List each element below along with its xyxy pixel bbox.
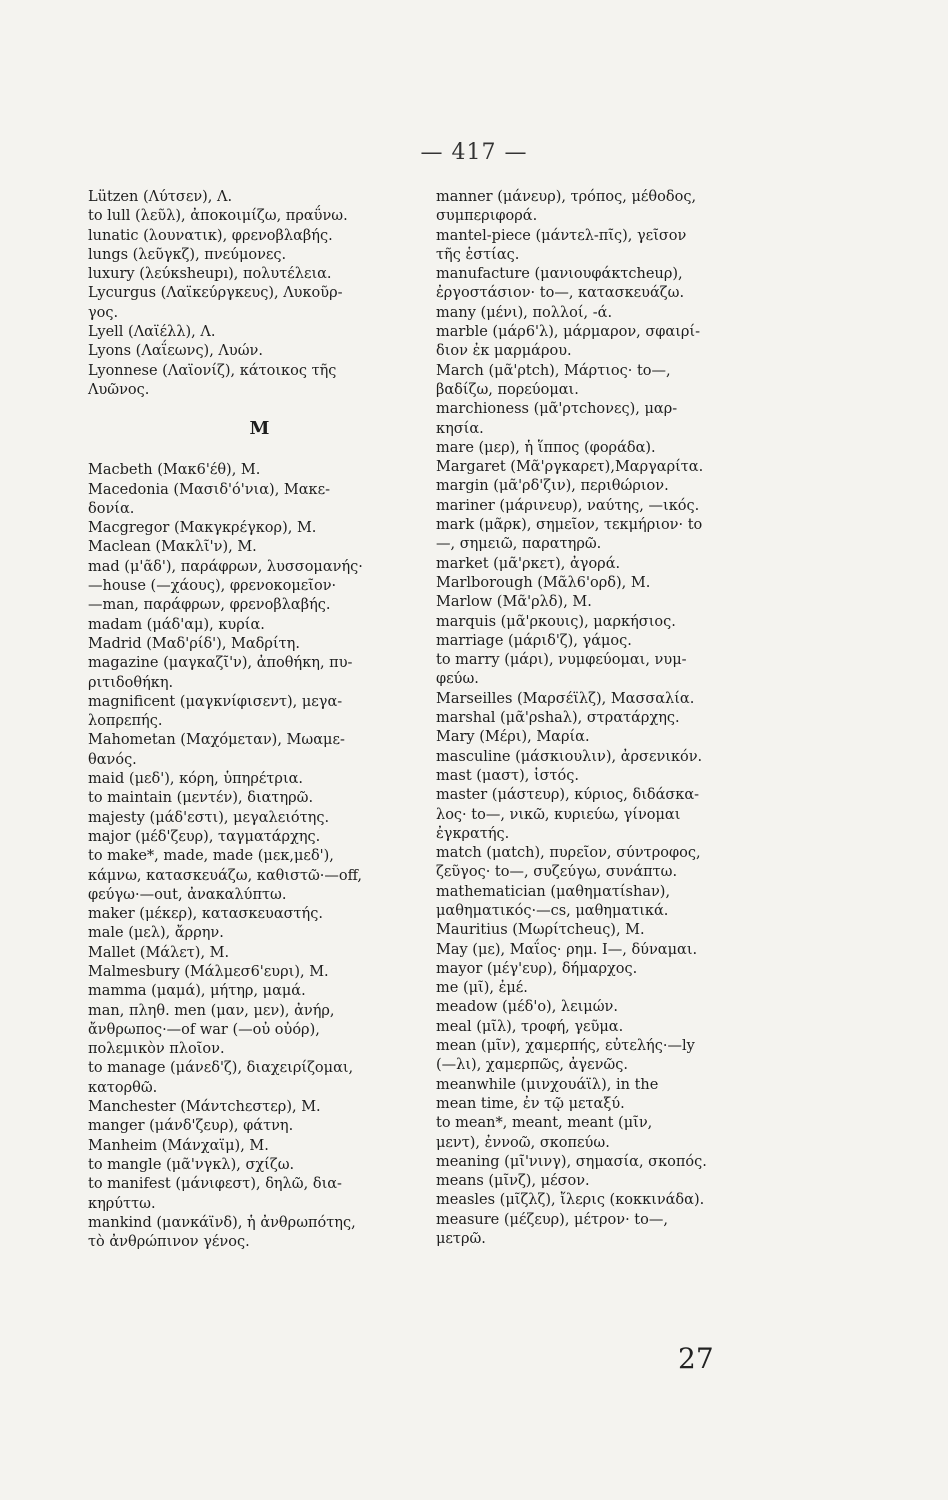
- entry-headline: mad (μ'ᾶδ'), παράφρων, λυσσομανής·: [88, 558, 363, 575]
- dictionary-entry: [88, 982, 432, 1001]
- entry-headline: mankind (μανκάϊνδ), ἡ ἀνθρωπότης,: [88, 1214, 356, 1231]
- entry-continuation: βαδίζω, πορεύομαι.: [436, 381, 579, 398]
- dictionary-entry: [436, 690, 794, 709]
- dictionary-entry: [88, 265, 432, 284]
- dictionary-entry: [436, 458, 794, 477]
- entry-headline: Lützen (Λύτσεν), Λ.: [88, 189, 233, 205]
- entry-headline: Lyonnese (Λαϊονίζ), κάτοικος τῆς: [88, 362, 337, 379]
- entry-continuation: διον ἐκ μαρμάρου.: [436, 343, 572, 360]
- dictionary-entry: [436, 497, 794, 516]
- entry-headline: lunatic (λουνατικ), φρενοβλαβής.: [88, 227, 333, 244]
- entry-continuation: Λυῶνος.: [88, 381, 150, 398]
- dictionary-entry: [88, 461, 432, 480]
- entry-headline: Marlow (Μᾶ'ρλδ), M.: [436, 594, 592, 611]
- entry-headline: Maclean (Μακλῖ'ν), M.: [88, 539, 257, 556]
- entry-continuation: γος.: [88, 304, 119, 321]
- entry-headline: magazine (μαγκαζῖ'ν), ἀποθήκη, πυ-: [88, 655, 353, 672]
- dictionary-entry: [88, 1098, 432, 1117]
- dictionary-entry: [436, 1153, 794, 1172]
- entry-headline: May (με), Μαΐος· ρημ. I—, δύναμαι.: [436, 941, 698, 958]
- entry-headline: mathematician (μαθηματίshaν),: [436, 883, 671, 900]
- entry-headline: market (μᾶ'ρκετ), ἀγορά.: [436, 555, 621, 572]
- left-column: [88, 188, 432, 1252]
- dictionary-entry: [436, 709, 794, 728]
- entry-headline: to maintain (μεντέν), διατηρῶ.: [88, 790, 314, 807]
- entry-headline: masculine (μάσκιουλιν), ἀρσενικόν.: [436, 748, 703, 765]
- entry-headline: male (μελ), ἄρρην.: [88, 925, 224, 942]
- entry-headline: meaning (μῖ'νινγ), σημασία, σκοπός.: [436, 1153, 707, 1170]
- entry-headline: mariner (μάρινευρ), ναύτης, —ικός.: [436, 497, 700, 514]
- entry-headline: luxury (λεύκsheupı), πολυτέλεια.: [88, 266, 332, 283]
- entry-headline: Mahometan (Μαχόμεταν), Μωαμε-: [88, 732, 345, 749]
- entry-headline: mantel-piece (μάντελ-πῖς), γεῖσον: [436, 227, 687, 244]
- page-number: — 417 —: [420, 140, 528, 165]
- entry-headline: major (μέδ'ζευρ), ταγματάρχης.: [88, 828, 321, 845]
- entry-headline: man, πληθ. men (μαν, μεν), ἀνήρ,: [88, 1002, 335, 1019]
- dictionary-entry: [88, 362, 432, 401]
- dictionary-entry: [436, 477, 794, 496]
- dictionary-entry: [436, 516, 794, 555]
- dictionary-entry: [436, 1114, 794, 1153]
- dictionary-entry: [436, 998, 794, 1017]
- dictionary-entry: [436, 304, 794, 323]
- entry-headline: Manchester (Μάντchεστερ), M.: [88, 1099, 321, 1116]
- entry-headline: Macgregor (Μακγκρέγκορ), M.: [88, 520, 317, 537]
- dictionary-entry: [436, 728, 794, 747]
- left-entries-before: [88, 188, 432, 400]
- entry-headline: me (μῖ), ἐμέ.: [436, 980, 528, 997]
- dictionary-entry: [88, 246, 432, 265]
- dictionary-entry: [436, 1172, 794, 1191]
- entry-continuation: λος· to—, νικῶ, κυριεύω, γίνομαι: [436, 806, 681, 823]
- right-entries: [436, 188, 794, 1249]
- entry-headline: to manifest (μάνιφεστ), δηλῶ, δια-: [88, 1176, 342, 1193]
- entry-headline: Marlborough (Μᾶλ6'ορδ), M.: [436, 574, 651, 591]
- entry-headline: Malmesbury (Μάλμεσ6'ευρι), M.: [88, 963, 329, 980]
- entry-headline: Macbeth (Μακ6'έθ), M.: [88, 462, 261, 479]
- entry-headline: Lyons (Λαΐεωνς), Λυών.: [88, 343, 263, 360]
- dictionary-entry: [88, 905, 432, 924]
- entry-continuation: κησία.: [436, 420, 484, 437]
- dictionary-entry: [88, 188, 432, 207]
- dictionary-entry: [88, 1059, 432, 1098]
- dictionary-entry: [88, 1137, 432, 1156]
- entry-headline: Mauritius (Μωρίτcheuς), M.: [436, 922, 645, 939]
- entry-headline: Lycurgus (Λαϊκεύργκευς), Λυκοῦρ-: [88, 285, 343, 302]
- dictionary-entry: [88, 809, 432, 828]
- dictionary-entry: [88, 558, 432, 616]
- dictionary-entry: [88, 963, 432, 982]
- dictionary-entry: [436, 651, 794, 690]
- dictionary-entry: [436, 227, 794, 266]
- dictionary-entry: [436, 960, 794, 979]
- entry-headline: means (μῖνζ), μέσον.: [436, 1173, 590, 1190]
- dictionary-entry: [436, 1037, 794, 1076]
- dictionary-entry: [436, 767, 794, 786]
- entry-headline: to manage (μάνεδ'ζ), διαχειρίζομαι,: [88, 1060, 354, 1077]
- entry-headline: mean (μῖν), χαμερπής, εὐτελής·—ly: [436, 1038, 695, 1055]
- dictionary-entry: [88, 789, 432, 808]
- entry-headline: meanwhile (μινχουάϊλ), in the: [436, 1076, 659, 1093]
- entry-headline: marquis (μᾶ'ρκουις), μαρκήσιος.: [436, 613, 676, 630]
- entry-continuation: ἐγκρατής.: [436, 825, 510, 842]
- entry-continuation: —, σημειῶ, παρατηρῶ.: [436, 536, 602, 553]
- dictionary-entry: [436, 400, 794, 439]
- entry-continuation: θανός.: [88, 751, 137, 768]
- entry-continuation: μαθηματικός·—cs, μαθηματικά.: [436, 902, 669, 919]
- entry-continuation: δονία.: [88, 500, 135, 517]
- entry-headline: mark (μᾶρκ), σημεῖον, τεκμήριον· to: [436, 517, 703, 534]
- entry-continuation: ἐργοστάσιον· to—, κατασκευάζω.: [436, 285, 685, 302]
- dictionary-entry: [88, 924, 432, 943]
- entry-headline: Margaret (Μᾶ'ργκαρετ),Μαργαρίτα.: [436, 459, 704, 476]
- dictionary-entry: [436, 323, 794, 362]
- entry-headline: mast (μαστ), ἱστός.: [436, 767, 580, 784]
- dictionary-entry: [88, 1002, 432, 1060]
- entry-continuation: πολεμικὸν πλοῖον.: [88, 1041, 225, 1058]
- entry-continuation: φεύω.: [436, 671, 479, 688]
- entry-headline: Mallet (Μάλετ), M.: [88, 944, 230, 961]
- entry-headline: many (μένι), πολλοί, -ά.: [436, 304, 613, 321]
- dictionary-entry: [88, 616, 432, 635]
- dictionary-entry: [88, 828, 432, 847]
- dictionary-entry: [88, 770, 432, 789]
- dictionary-entry: [436, 439, 794, 458]
- dictionary-entry: [88, 323, 432, 342]
- entry-headline: March (μᾶ'ρtch), Μάρτιος· to—,: [436, 362, 671, 379]
- entry-headline: lungs (λεῦγκζ), πνεύμονες.: [88, 246, 287, 263]
- dictionary-entry: [88, 654, 432, 693]
- dictionary-entry: [436, 1018, 794, 1037]
- entry-headline: to mean*, meant, meant (μῖν,: [436, 1115, 653, 1132]
- entry-headline: madam (μάδ'αμ), κυρία.: [88, 616, 265, 633]
- dictionary-entry: [436, 593, 794, 612]
- entry-continuation: —house (—χάους), φρενοκομεῖον·: [88, 578, 337, 595]
- entry-headline: Manheim (Μάνχαϊμ), M.: [88, 1137, 269, 1154]
- entry-headline: measure (μέζευρ), μέτρον· to—,: [436, 1211, 668, 1228]
- dictionary-entry: [436, 265, 794, 304]
- entry-continuation: —man, παράφρων, φρενοβλαβής.: [88, 597, 331, 614]
- entry-headline: Mary (Μέρι), Μαρία.: [436, 729, 590, 746]
- entry-headline: marchioness (μᾶ'ρτchονες), μαρ-: [436, 401, 678, 418]
- entry-headline: match (μαtch), πυρεῖον, σύντροφος,: [436, 845, 701, 862]
- entry-headline: maid (μεδ'), κόρη, ὑπηρέτρια.: [88, 771, 304, 788]
- dictionary-entry: [436, 632, 794, 651]
- dictionary-entry: [436, 883, 794, 922]
- entry-continuation: ριτιδοθήκη.: [88, 674, 174, 691]
- dictionary-entry: [88, 635, 432, 654]
- left-entries-after: [88, 461, 432, 1252]
- entry-continuation: mean time, ἐν τῷ μεταξύ.: [436, 1095, 625, 1112]
- entry-headline: Macedonia (Μασιδ'ό'νια), Μακε-: [88, 481, 331, 498]
- entry-continuation: κάμνω, κατασκευάζω, καθιστῶ·—off,: [88, 867, 363, 884]
- entry-headline: Marseilles (Μαρσέϊλζ), Μασσαλία.: [436, 690, 695, 707]
- entry-continuation: ἄνθρωπος·—of war (—οὐ οὐόρ),: [88, 1021, 320, 1038]
- dictionary-entry: [436, 613, 794, 632]
- entry-headline: majesty (μάδ'εστι), μεγαλειότης.: [88, 809, 330, 826]
- dictionary-entry: [88, 731, 432, 770]
- entry-headline: measles (μῖζλζ), ἴλερις (κοκκινάδα).: [436, 1192, 705, 1209]
- right-column: [436, 188, 794, 1249]
- dictionary-entry: [88, 342, 432, 361]
- entry-headline: maker (μέκερ), κατασκευαστής.: [88, 906, 323, 923]
- dictionary-entry: [88, 944, 432, 963]
- entry-headline: mare (μερ), ἡ ἵππος (φοράδα).: [436, 439, 656, 456]
- entry-headline: manger (μάνδ'ζευρ), φάτνη.: [88, 1118, 294, 1135]
- entry-headline: mayor (μέγ'ευρ), δήμαρχος.: [436, 960, 638, 977]
- entry-headline: Madrid (Μαδ'ρίδ'), Μαδρίτη.: [88, 635, 300, 652]
- dictionary-entry: [436, 555, 794, 574]
- section-letter: M: [249, 418, 271, 440]
- entry-headline: margin (μᾶ'ρδ'ζιν), περιθώριον.: [436, 478, 669, 495]
- entry-continuation: μετρῶ.: [436, 1231, 486, 1248]
- footer-page-number: 27: [678, 1342, 714, 1375]
- entry-continuation: κατορθῶ.: [88, 1079, 158, 1096]
- dictionary-entry: [436, 574, 794, 593]
- dictionary-entry: [436, 1211, 794, 1250]
- dictionary-entry: [88, 693, 432, 732]
- dictionary-entry: [436, 188, 794, 227]
- dictionary-entry: [88, 1117, 432, 1136]
- entry-continuation: κηρύττω.: [88, 1195, 156, 1212]
- dictionary-entry: [436, 941, 794, 960]
- dictionary-entry: [436, 786, 794, 844]
- entry-headline: mamma (μαμά), μήτηρ, μαμά.: [88, 983, 306, 1000]
- entry-headline: to mangle (μᾶ'νγκλ), σχίζω.: [88, 1156, 295, 1173]
- dictionary-entry: [88, 538, 432, 557]
- entry-headline: master (μάστευρ), κύριος, διδάσκα-: [436, 787, 700, 804]
- entry-headline: to lull (λεῦλ), ἀποκοιμίζω, πραΰνω.: [88, 208, 348, 225]
- entry-continuation: μεντ), ἐννοῶ, σκοπεύω.: [436, 1134, 610, 1151]
- dictionary-entry: [436, 844, 794, 883]
- entry-headline: meal (μῖλ), τροφή, γεῦμα.: [436, 1018, 624, 1035]
- dictionary-entry: [436, 1076, 794, 1115]
- entry-headline: to make*, made, made (μεκ,μεδ'),: [88, 848, 334, 865]
- dictionary-entry: [436, 362, 794, 401]
- dictionary-entry: [436, 979, 794, 998]
- dictionary-entry: [436, 748, 794, 767]
- dictionary-entry: [88, 519, 432, 538]
- entry-headline: to marry (μάρι), νυμφεύομαι, νυμ-: [436, 652, 687, 669]
- entry-headline: magnificent (μαγκνίφισεντ), μεγα-: [88, 693, 343, 710]
- dictionary-entry: [88, 284, 432, 323]
- dictionary-entry: [88, 207, 432, 226]
- entry-continuation: λοπρεπής.: [88, 713, 163, 730]
- entry-headline: marriage (μάριδ'ζ), γάμος.: [436, 632, 632, 649]
- entry-continuation: φεύγω·—out, ἀνακαλύπτω.: [88, 886, 287, 903]
- dictionary-entry: [88, 1214, 432, 1253]
- dictionary-entry: [88, 1175, 432, 1214]
- entry-headline: Lyell (Λαϊέλλ), Λ.: [88, 324, 216, 341]
- dictionary-entry: [436, 1191, 794, 1210]
- dictionary-entry: [88, 1156, 432, 1175]
- entry-continuation: τὸ ἀνθρώπινον γένος.: [88, 1234, 250, 1251]
- entry-continuation: συμπεριφορά.: [436, 208, 538, 225]
- dictionary-entry: [88, 481, 432, 520]
- dictionary-entry: [88, 847, 432, 905]
- dictionary-entry: [436, 921, 794, 940]
- entry-headline: manufacture (μανιουφάκτcheuρ),: [436, 266, 683, 283]
- entry-headline: meadow (μέδ'ο), λειμών.: [436, 999, 618, 1016]
- entry-headline: manner (μάνευρ), τρόπος, μέθοδος,: [436, 189, 697, 205]
- entry-continuation: (—λι), χαμερπῶς, ἀγενῶς.: [436, 1057, 628, 1074]
- dictionary-entry: [88, 227, 432, 246]
- entry-continuation: τῆς ἑστίας.: [436, 246, 520, 263]
- entry-headline: marble (μάρ6'λ), μάρμαρον, σφαιρί-: [436, 324, 700, 341]
- entry-headline: marshal (μᾶ'ρshaλ), στρατάρχης.: [436, 710, 680, 727]
- entry-continuation: ζεῦγος· to—, συζεύγω, συνάπτω.: [436, 864, 678, 881]
